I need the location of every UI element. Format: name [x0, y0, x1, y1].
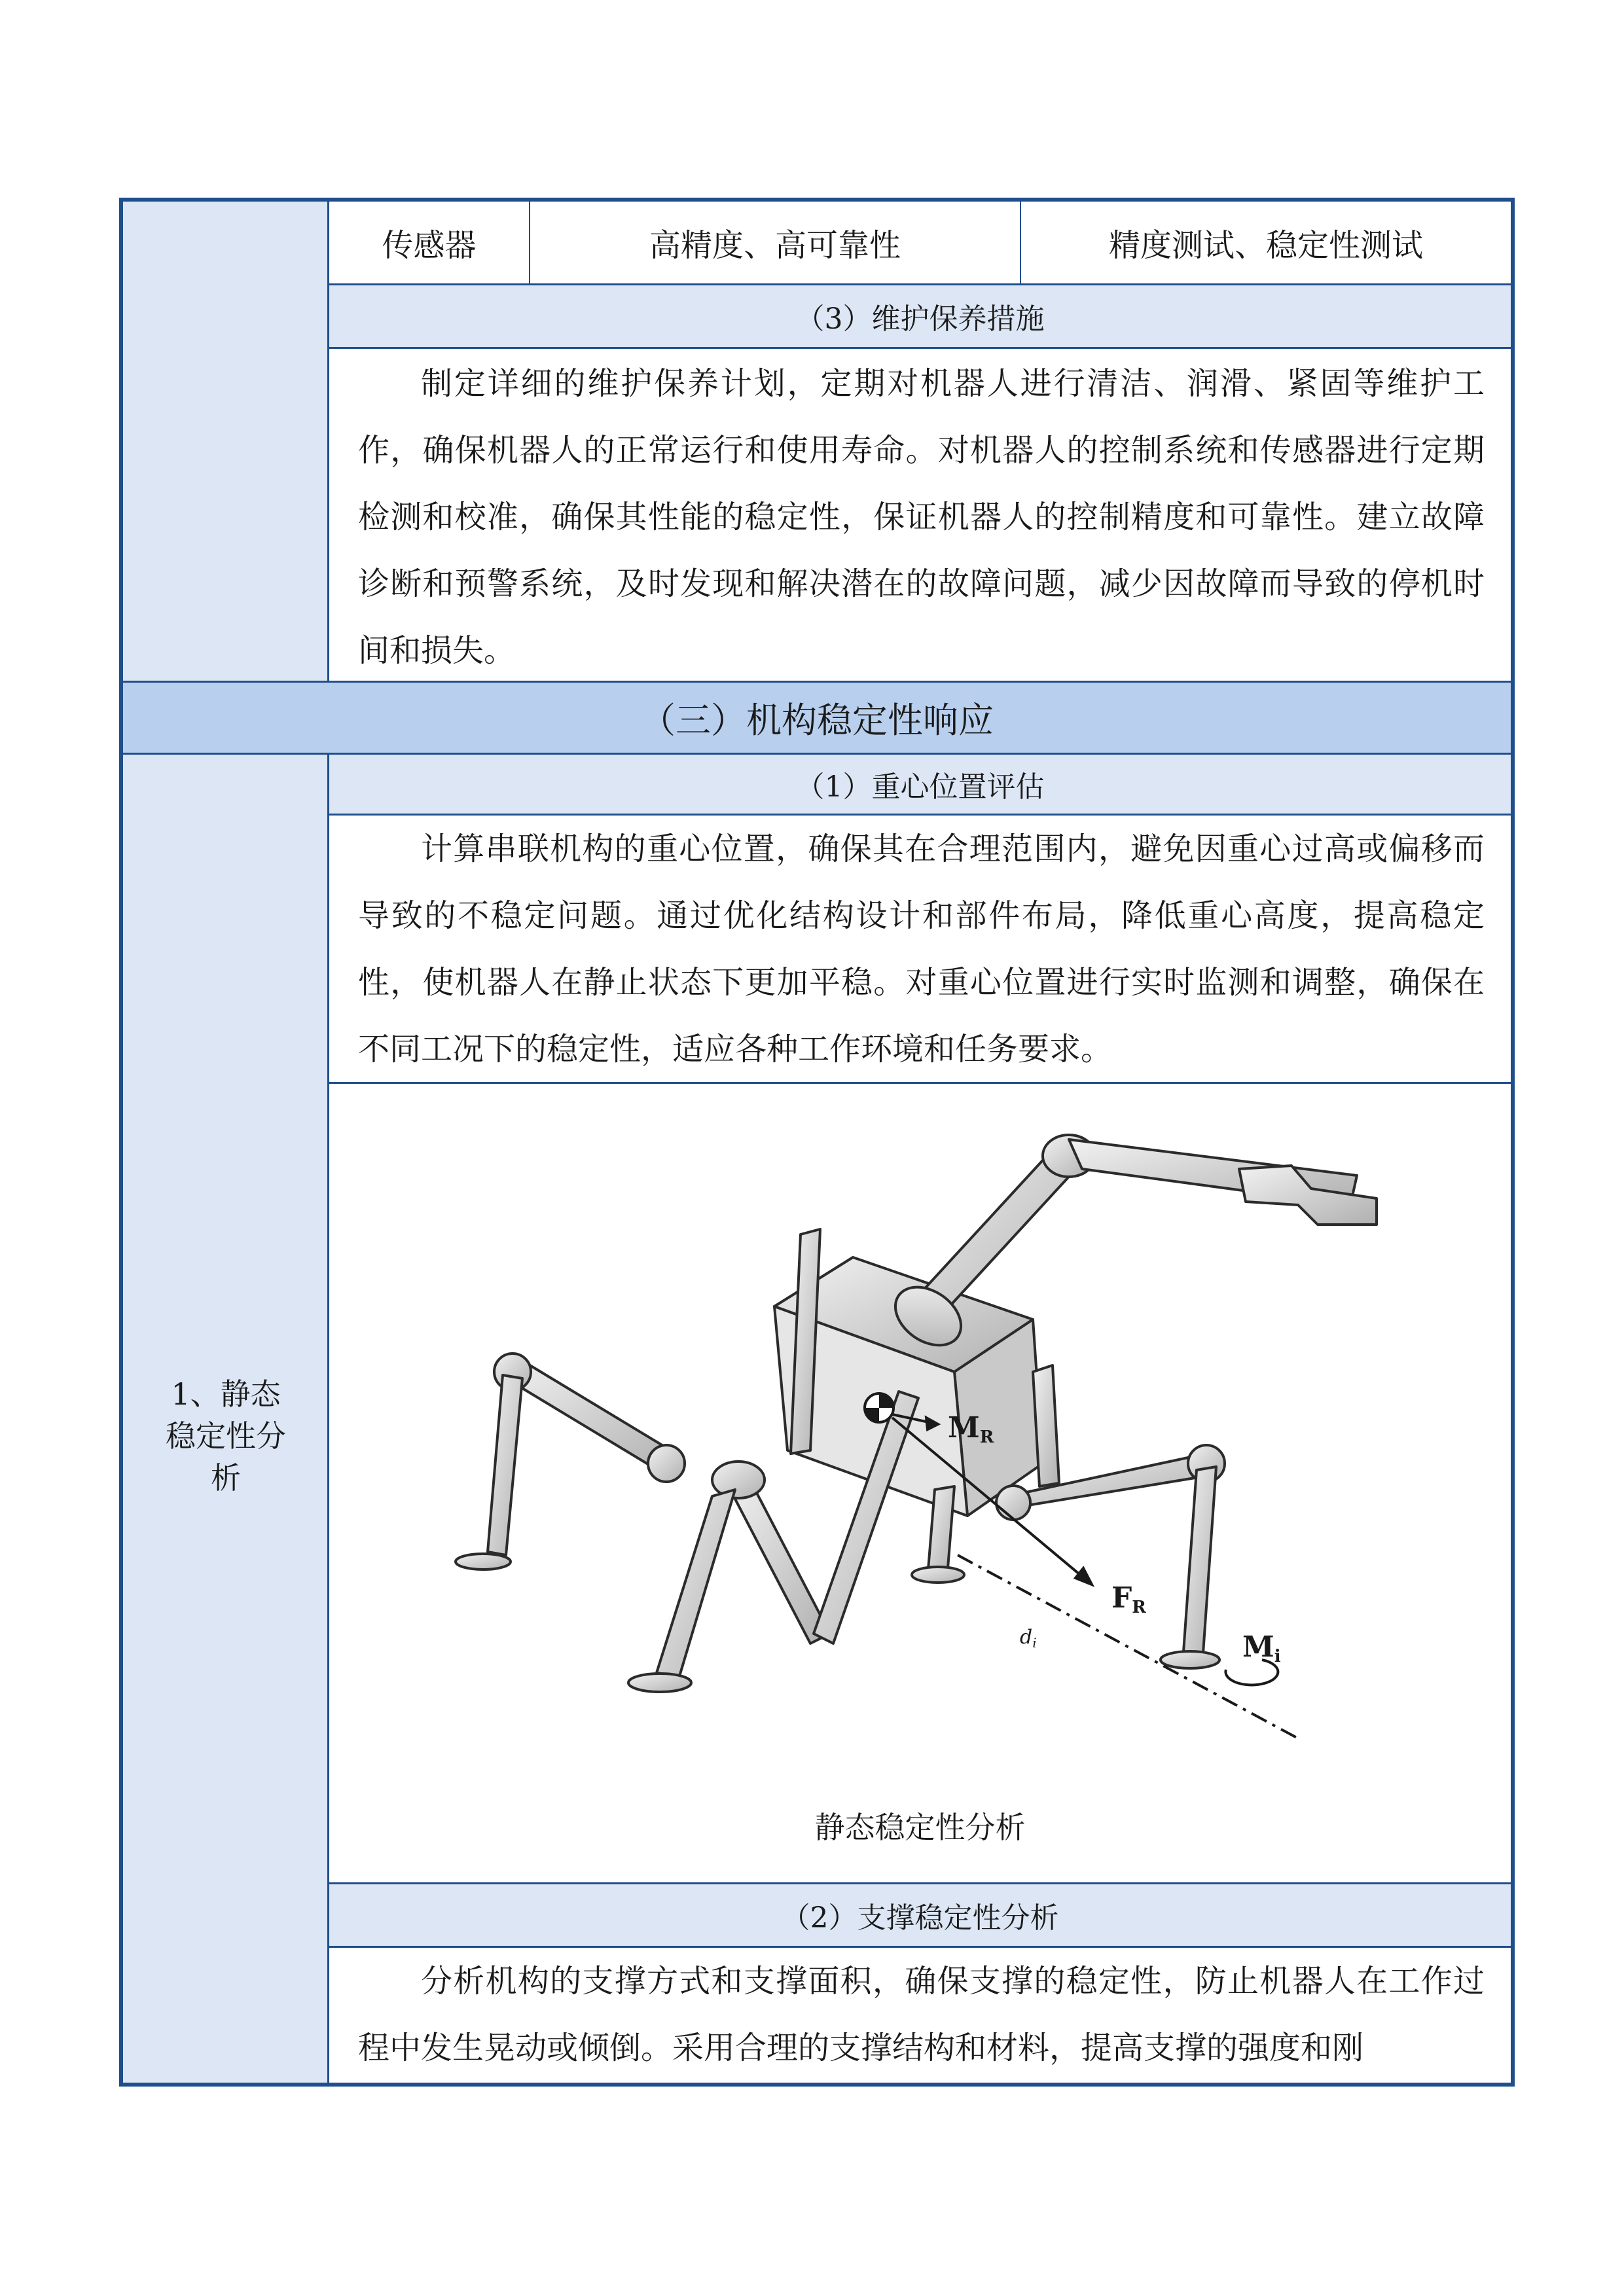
support-heading: （2）支撑稳定性分析 [329, 1884, 1511, 1946]
cog-heading: （1）重心位置评估 [329, 755, 1511, 814]
label-moment-r: MR [948, 1411, 994, 1447]
hip-lr [648, 1445, 685, 1482]
cell-component: 传感器 [382, 227, 477, 264]
section-title: （三）机构稳定性响应 [123, 683, 1511, 753]
static-analysis-label-text: 1、静态稳定性分析 [166, 1376, 286, 1496]
robot-diagram [329, 1084, 1511, 1882]
label-distance: $d_i$ [1020, 1626, 1037, 1651]
center-of-gravity [865, 1393, 893, 1422]
support-paragraph: 分析机构的支撑方式和支撑面积，确保支撑的稳定性，防止机器人在工作过程中发生晃动或倾倒。采用合理的支撑结构和材料，提高支撑的强度和刚 [358, 1963, 1485, 2066]
cell-test: 精度测试、稳定性测试 [1108, 227, 1423, 264]
cog-paragraph: 计算串联机构的重心位置，确保其在合理范围内，避免因重心过高或偏移而导致的不稳定问题。通过优化结构设计和部件布局，降低重心高度，提高稳定性，使机器人在静止状态下更加平稳。对重心位置进行实时监测和调整，确保在不同工况下的稳定性，适应各种工作环境和任务要求。 [358, 831, 1485, 1067]
figure-area [329, 1084, 1511, 1882]
label-moment-i: Mi [1242, 1630, 1281, 1666]
foot-lr [456, 1554, 511, 1570]
label-force: FR [1111, 1581, 1146, 1617]
foot-lf [628, 1674, 691, 1692]
maintenance-paragraph: 制定详细的维护保养计划，定期对机器人进行清洁、润滑、紧固等维护工作，确保机器人的正常运行和使用寿命。对机器人的控制系统和传感器进行定期检测和校准，确保其性能的稳定性，保证机器人的控制精度和可靠性。建立故障诊断和预警系统，及时发现和解决潜在的故障问题，减少因故障而导致的停机时间和损失。 [358, 365, 1485, 669]
cell-requirement: 高精度、高可靠性 [649, 227, 901, 264]
leg-femur-lf [729, 1477, 830, 1643]
shin-lf-a [657, 1490, 735, 1676]
figure-caption: 静态稳定性分析 [814, 1810, 1026, 1845]
shin-rf [1183, 1467, 1216, 1653]
shin-lr [488, 1375, 522, 1555]
static-analysis-label [131, 1373, 321, 1499]
left-column-top [123, 202, 327, 681]
hip-rf [996, 1486, 1030, 1520]
foot-rf [1161, 1651, 1219, 1668]
foot-mid [912, 1567, 964, 1583]
maintenance-heading: （3）维护保养措施 [329, 285, 1511, 347]
